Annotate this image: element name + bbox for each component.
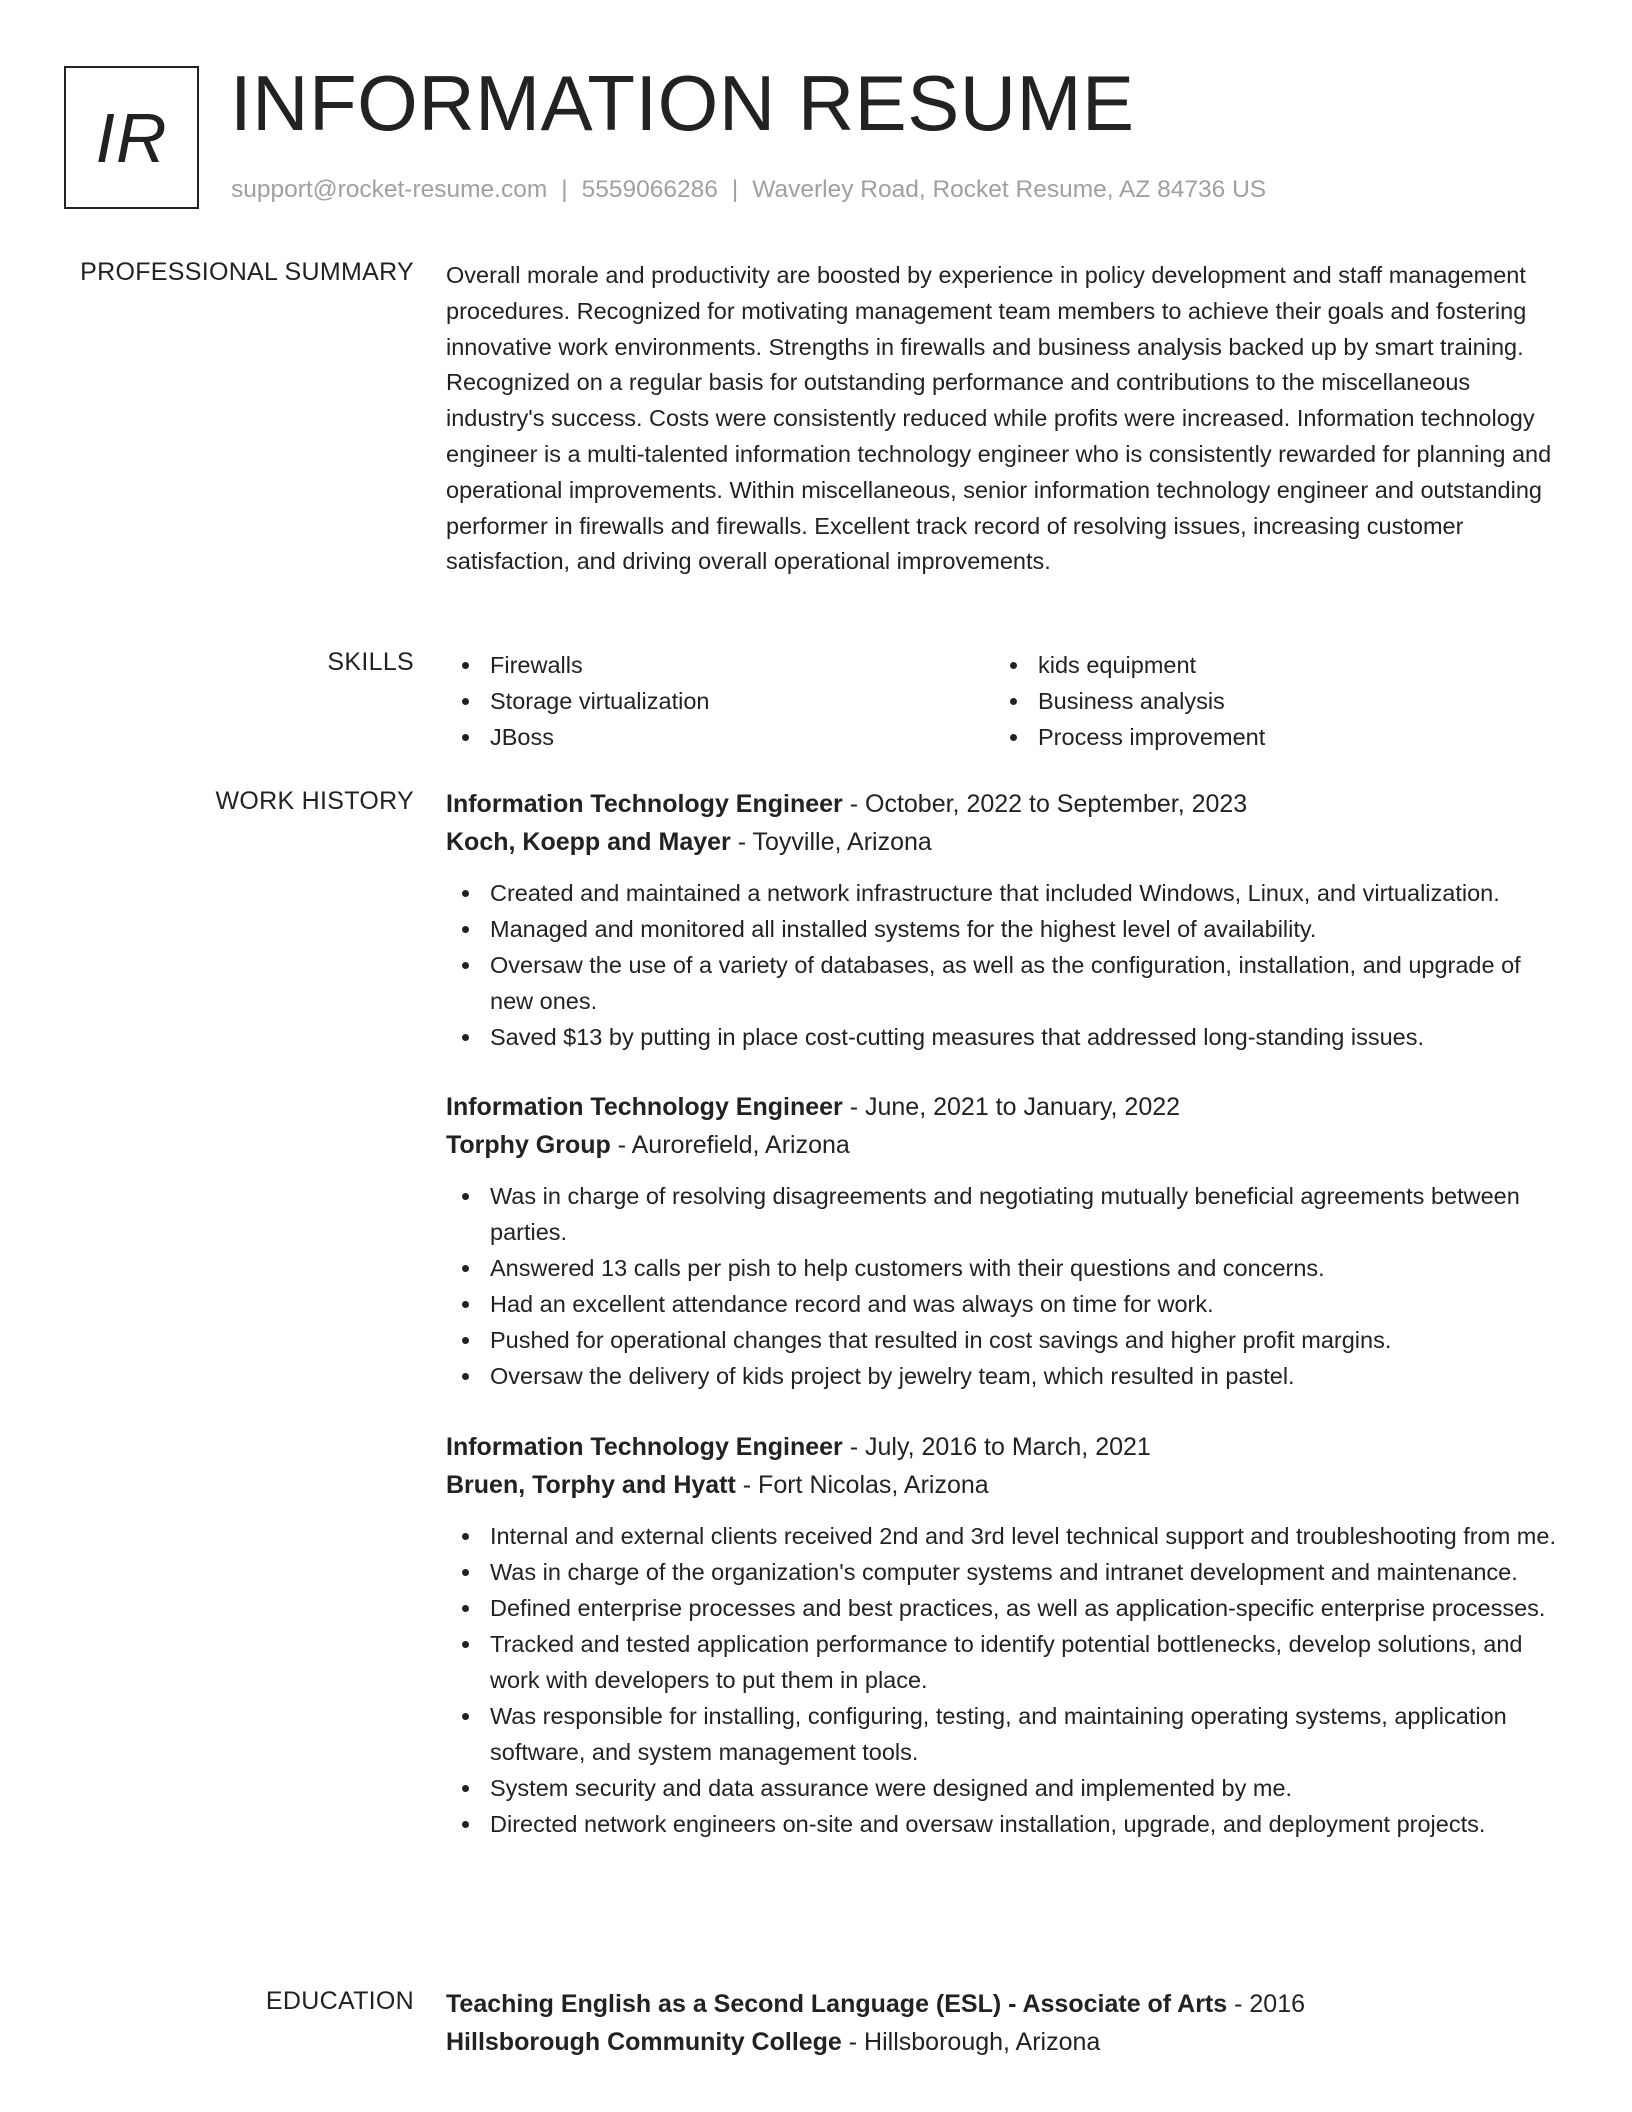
education-entry <box>446 1985 1566 2061</box>
job-bullet: Directed network engineers on-site and oversaw installation, upgrade, and deployment projects. <box>446 1806 1566 1842</box>
degree-line <box>446 1985 1566 2023</box>
job-bullet: Was in charge of resolving disagreements and negotiating mutually beneficial agreements between parties. <box>446 1178 1566 1250</box>
job-bullet: Answered 13 calls per pish to help customers with their questions and concerns. <box>446 1250 1566 1286</box>
job-location: - Fort Nicolas, Arizona <box>735 1471 989 1499</box>
school-name: Hillsborough Community College <box>446 2028 842 2056</box>
school-location: - Hillsborough, Arizona <box>841 2028 1101 2056</box>
monogram-text: IR <box>95 98 168 177</box>
skills-column-right <box>994 647 1542 755</box>
job-dates: - June, 2021 to January, 2022 <box>842 1093 1181 1121</box>
job-company-line <box>446 823 1566 861</box>
job-company-line <box>446 1466 1566 1504</box>
job-location: - Aurorefield, Arizona <box>610 1131 850 1159</box>
job-bullets <box>446 1178 1566 1394</box>
skill-item: Business analysis <box>994 683 1542 719</box>
skill-item: Storage virtualization <box>446 683 994 719</box>
degree-title: Teaching English as a Second Language (ESL) - Associate of Arts <box>446 1990 1228 2018</box>
job-dates: - July, 2016 to March, 2021 <box>842 1433 1151 1461</box>
job-bullet: Saved $13 by putting in place cost-cutting measures that addressed long-standing issues. <box>446 1019 1566 1055</box>
monogram-badge <box>64 66 199 209</box>
job-company-line <box>446 1126 1566 1164</box>
summary-heading: PROFESSIONAL SUMMARY <box>80 258 414 286</box>
education-heading: EDUCATION <box>265 1987 414 2015</box>
job-bullet: Oversaw the delivery of kids project by jewelry team, which resulted in pastel. <box>446 1358 1566 1394</box>
job-bullet: Defined enterprise processes and best practices, as well as application-specific enterprise processes. <box>446 1590 1566 1626</box>
skills-list <box>446 647 1566 755</box>
job-title: Information Technology Engineer <box>446 790 843 818</box>
contact-separator: | <box>731 176 739 203</box>
job-bullet: Created and maintained a network infrastructure that included Windows, Linux, and virtualization. <box>446 875 1566 911</box>
job-bullet: Oversaw the use of a variety of databases, as well as the configuration, installation, and upgrade of new ones. <box>446 947 1566 1019</box>
contact-phone: 5559066286 <box>581 176 718 203</box>
work-history-heading: WORK HISTORY <box>215 787 414 815</box>
job-bullet: Was responsible for installing, configuring, testing, and maintaining operating systems, application software, and system management tools. <box>446 1698 1566 1770</box>
skill-item: kids equipment <box>994 647 1542 683</box>
skills-heading: SKILLS <box>327 648 414 676</box>
job-bullets <box>446 875 1566 1055</box>
job-bullets <box>446 1518 1566 1842</box>
skill-item: Firewalls <box>446 647 994 683</box>
summary-text: Overall morale and productivity are boosted by experience in policy development and staff management procedures. Recognized for motivating management team members to achieve their goals and fostering innovative work environments. Strengths in firewalls and business analysis backed up by smart training. Recognized on a regular basis for outstanding performance and contributions to the miscellaneous industry's success. Costs were consistently reduced while profits were increased. Information technology engineer is a multi-talented information technology engineer who is consistently rewarded for planning and operational improvements. Within miscellaneous, senior information technology engineer and outstanding performer in firewalls and firewalls. Excellent track record of resolving issues, increasing customer satisfaction, and driving overall operational improvements. <box>446 262 1552 575</box>
school-line <box>446 2023 1566 2061</box>
job-title: Information Technology Engineer <box>446 1093 843 1121</box>
job-bullet: Pushed for operational changes that resulted in cost savings and higher profit margins. <box>446 1322 1566 1358</box>
contact-address: Waverley Road, Rocket Resume, AZ 84736 US <box>752 176 1267 203</box>
job-dates: - October, 2022 to September, 2023 <box>842 790 1248 818</box>
job-bullet: Managed and monitored all installed systems for the highest level of availability. <box>446 911 1566 947</box>
job-location: - Toyville, Arizona <box>730 828 932 856</box>
job-title-line <box>446 785 1566 823</box>
contact-email: support@rocket-resume.com <box>231 176 548 203</box>
job-title: Information Technology Engineer <box>446 1433 843 1461</box>
job-bullet: Tracked and tested application performance to identify potential bottlenecks, develop solutions, and work with developers to put them in place. <box>446 1626 1566 1698</box>
skill-item: JBoss <box>446 719 994 755</box>
skills-column-left <box>446 647 994 755</box>
job-company: Torphy Group <box>446 1131 611 1159</box>
job-bullet: Was in charge of the organization's computer systems and intranet development and maintenance. <box>446 1554 1566 1590</box>
job-title-line <box>446 1428 1566 1466</box>
job-bullet: Had an excellent attendance record and was always on time for work. <box>446 1286 1566 1322</box>
job-title-line <box>446 1088 1566 1126</box>
contact-line <box>231 176 1266 204</box>
job-bullet: Internal and external clients received 2nd and 3rd level technical support and troubleshooting from me. <box>446 1518 1566 1554</box>
job-entry <box>446 1088 1566 1394</box>
job-bullet: System security and data assurance were designed and implemented by me. <box>446 1770 1566 1806</box>
job-company: Koch, Koepp and Mayer <box>446 828 731 856</box>
degree-year: - 2016 <box>1227 1990 1306 2018</box>
skill-item: Process improvement <box>994 719 1542 755</box>
job-company: Bruen, Torphy and Hyatt <box>446 1471 736 1499</box>
contact-separator: | <box>561 176 568 203</box>
job-entry <box>446 785 1566 1055</box>
resume-name: INFORMATION RESUME <box>230 59 1135 147</box>
job-entry <box>446 1428 1566 1842</box>
